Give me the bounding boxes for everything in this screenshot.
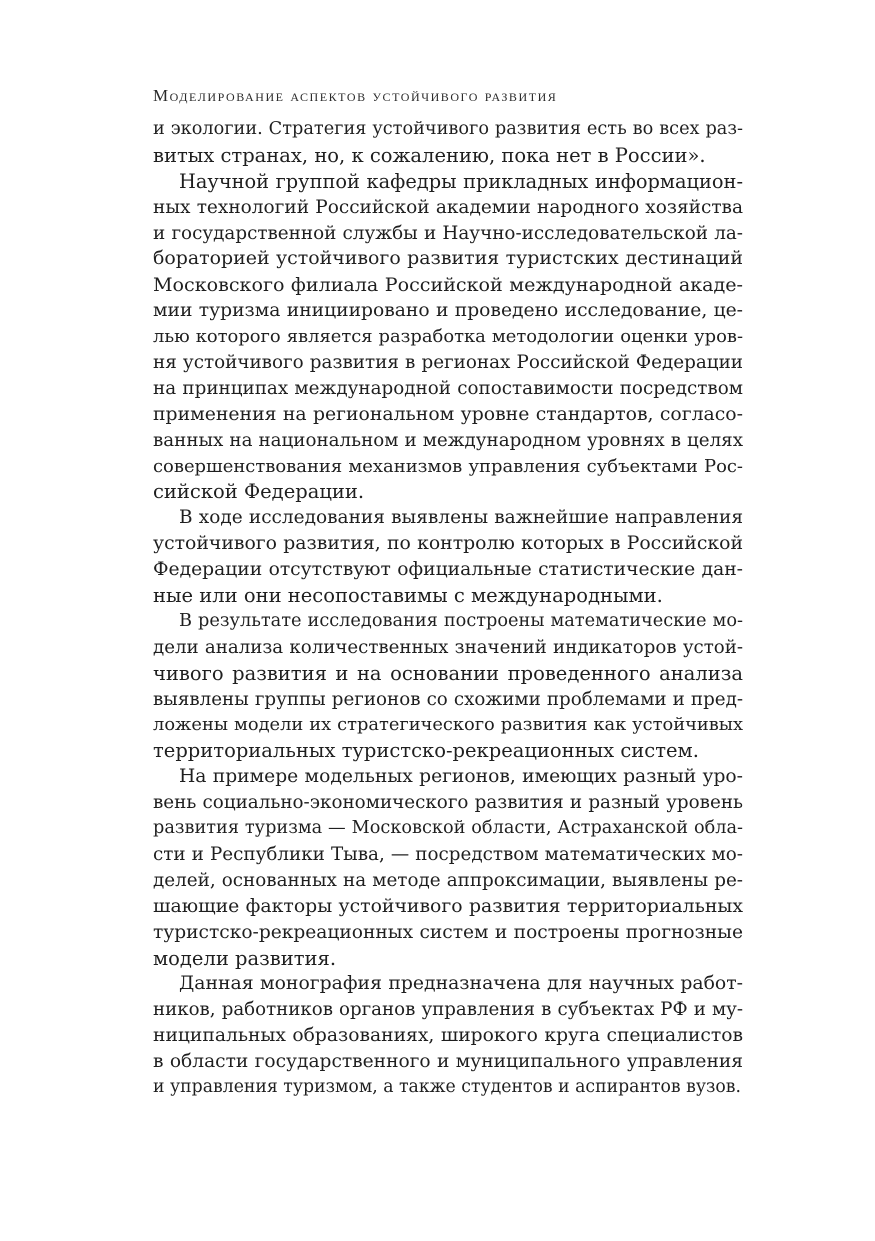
text-line: и государственной службы и Научно-исследовательской ла- <box>153 222 743 244</box>
running-head: Моделирование аспектов устойчивого развития <box>153 86 558 105</box>
text-line: делей, основанных на методе аппроксимации, выявлены ре- <box>153 869 743 891</box>
text-line: туристско-рекреационных систем и построены прогнозные <box>153 921 743 943</box>
text-line: В ходе исследования выявлены важнейшие направления <box>179 507 743 529</box>
text-line: ников, работников органов управления в субъектах РФ и му- <box>153 999 743 1021</box>
text-line: на принципах международной сопоставимости посредством <box>153 377 743 399</box>
text-line: лью которого является разработка методологии оценки уров- <box>153 326 743 348</box>
text-line: ных технологий Российской академии народного хозяйства <box>153 196 743 218</box>
text-line: мии туризма инициировано и проведено исследование, це- <box>153 300 743 322</box>
paragraph <box>153 764 743 971</box>
text-line: витых странах, но, к сожалению, пока нет в России». <box>153 143 706 167</box>
text-line: ниципальных образованиях, широкого круга специалистов <box>153 1025 743 1047</box>
text-line: и экологии. Стратегия устойчивого развития есть во всех раз- <box>153 119 743 139</box>
body-text <box>153 117 743 1101</box>
text-line: и управления туризмом, а также студентов и аспирантов вузов. <box>153 1076 742 1097</box>
paragraph <box>153 971 743 1100</box>
text-line: территориальных туристско-рекреационных систем. <box>153 739 699 763</box>
text-line: развития туризма — Московской области, Астраханской обла- <box>153 818 743 839</box>
text-line: Данная монография предназначена для научных работ- <box>179 973 743 995</box>
paragraph <box>153 505 743 609</box>
text-line: ложены модели их стратегического развития как устойчивых <box>153 714 743 736</box>
text-line: дели анализа количественных значений индикаторов устой- <box>153 636 743 658</box>
text-line: выявлены группы регионов со схожими проблемами и пред- <box>153 688 743 710</box>
text-line: ные или они несопоставимы с международными. <box>153 584 663 608</box>
text-line: шающие факторы устойчивого развития территориальных <box>153 895 743 917</box>
paragraph <box>153 117 743 169</box>
text-line: На примере модельных регионов, имеющих разный уро- <box>179 766 743 788</box>
text-line: Федерации отсутствуют официальные статистические дан- <box>153 559 743 581</box>
text-line: ванных на национальном и международном уровнях в целях <box>153 429 743 451</box>
text-line: бораторией устойчивого развития туристских дестинаций <box>153 247 743 270</box>
text-line: вень социально-экономического развития и разный уровень <box>153 792 743 814</box>
text-line: ня устойчивого развития в регионах Российской Федерации <box>153 352 743 374</box>
text-line: чивого развития и на основании проведенного анализа <box>153 661 743 685</box>
text-line: в области государственного и муниципального управления <box>153 1051 743 1073</box>
text-line: Московского филиала Российской международной акаде- <box>153 273 743 297</box>
paragraph <box>153 169 743 506</box>
text-line: совершенствования механизмов управления субъектами Рос- <box>153 455 743 477</box>
text-line: Научной группой кафедры прикладных информацион- <box>179 169 743 193</box>
text-line: сийской Федерации. <box>153 480 365 504</box>
text-line: применения на региональном уровне стандартов, согласо- <box>153 403 743 425</box>
text-line: устойчивого развития, по контролю которых в Российской <box>153 533 743 555</box>
text-line: сти и Республики Тыва, — посредством математических мо- <box>153 843 743 865</box>
text-line: модели развития. <box>153 946 337 970</box>
text-line: В результате исследования построены математические мо- <box>179 610 743 631</box>
paragraph <box>153 609 743 764</box>
